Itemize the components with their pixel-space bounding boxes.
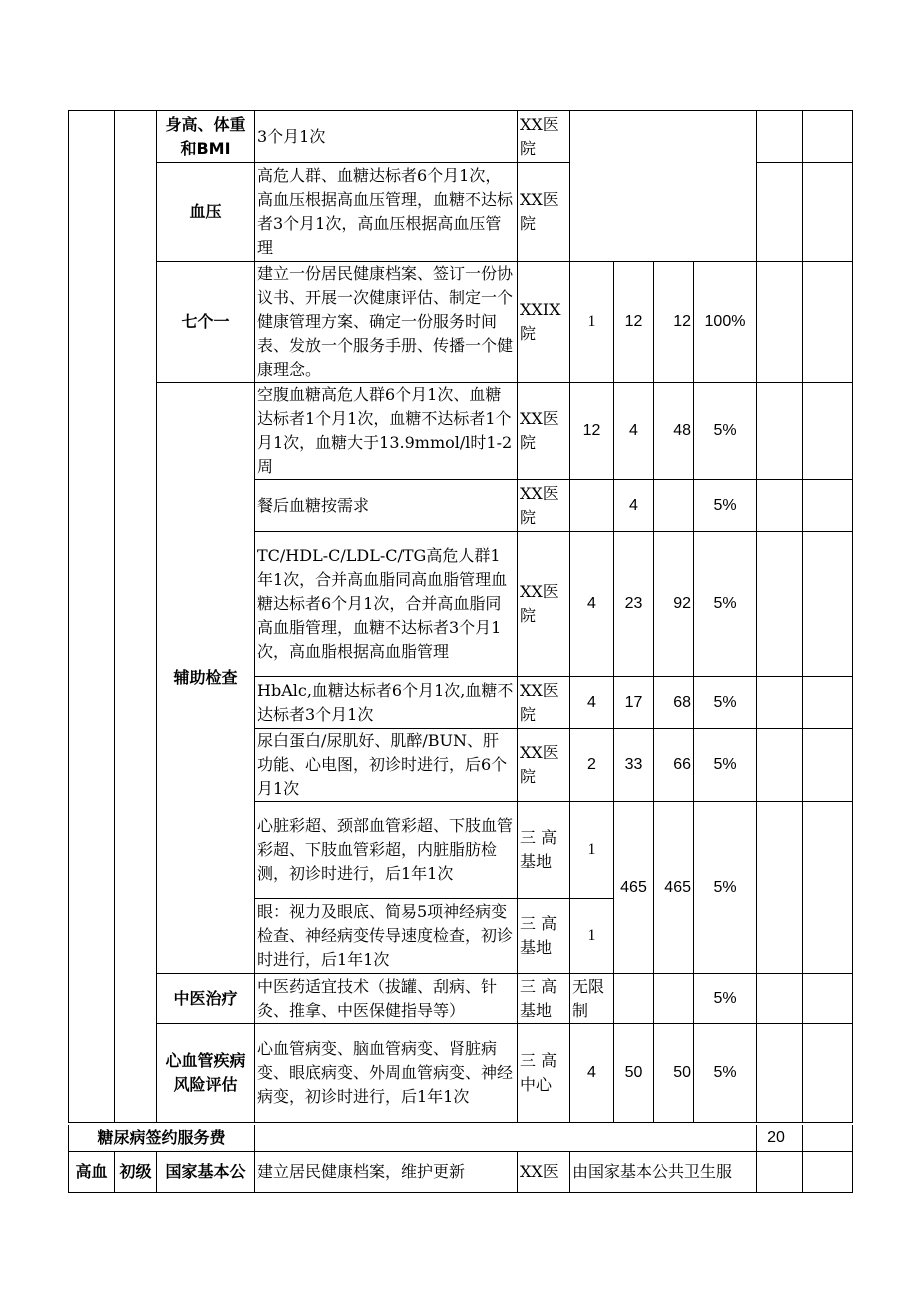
times-cell: 12 (570, 383, 614, 480)
empty-cell (757, 532, 803, 677)
org-cell: 三 高 中心 (518, 1024, 570, 1123)
total-cell (654, 480, 694, 532)
ratio-cell: 5% (694, 802, 757, 974)
times-cell: 1 (570, 262, 614, 383)
note-cell: 由国家基本公共卫生服 (570, 1151, 757, 1192)
empty-cell (757, 729, 803, 802)
level-cell (115, 111, 157, 1123)
empty-cell (803, 802, 853, 974)
empty-cell (803, 262, 853, 383)
total-cell: 68 (654, 677, 694, 729)
category-cell (69, 111, 115, 1123)
empty-cell (803, 480, 853, 532)
table-row (69, 974, 853, 1024)
htn-category: 高血 (69, 1151, 115, 1192)
condition-cell: 3个月1次 (255, 111, 518, 163)
empty-cell (803, 1125, 853, 1151)
times-cell: 4 (570, 532, 614, 677)
price-cell: 4 (614, 383, 654, 480)
empty-cell (803, 729, 853, 802)
table-row (69, 1125, 853, 1151)
org-cell: XX医 院 (518, 480, 570, 532)
table-row (69, 1151, 853, 1192)
condition-cell: 心血管病变、脑血管病变、肾脏病变、眼底病变、外周血管病变、神经病变，初诊时进行，后1年1次 (255, 1024, 518, 1123)
empty-cell (570, 111, 757, 262)
ratio-cell: 5% (694, 974, 757, 1024)
ratio-cell: 5% (694, 480, 757, 532)
item-tcm: 中医治疗 (157, 974, 255, 1024)
ratio-cell: 5% (694, 1024, 757, 1123)
price-cell: 465 (614, 802, 654, 974)
table-row (69, 111, 853, 163)
empty-cell (803, 974, 853, 1024)
empty-cell (757, 262, 803, 383)
total-cell: 12 (654, 262, 694, 383)
org-cell: XXIX 院 (518, 262, 570, 383)
total-cell (654, 974, 694, 1024)
empty-cell (255, 1125, 757, 1151)
condition-cell: TC/HDL-C/LDL-C/TG高危人群1年1次，合并高血脂同高血脂管理血糖达标者6个月1次，合并高血脂同高血脂管理，血糖不达标者3个月1次，高血脂根据高血脂管理 (255, 532, 518, 677)
org-cell: XX医 院 (518, 532, 570, 677)
empty-cell (757, 974, 803, 1024)
empty-cell (757, 1024, 803, 1123)
price-cell: 33 (614, 729, 654, 802)
empty-cell (757, 480, 803, 532)
table-row (69, 383, 853, 480)
condition-cell: 心脏彩超、颈部血管彩超、下肢血管彩超、下肢血管彩超，内脏脂肪检测，初诊时进行，后1年1次 (255, 802, 518, 899)
times-cell: 4 (570, 677, 614, 729)
condition-cell: 眼：视力及眼底、简易5项神经病变检查、神经病变传导速度检查，初诊时进行，后1年1次 (255, 899, 518, 974)
empty-cell (803, 532, 853, 677)
service-fee-table (68, 110, 853, 1123)
table-row (69, 262, 853, 383)
ratio-cell: 5% (694, 532, 757, 677)
org-cell: 三 高 基地 (518, 899, 570, 974)
times-cell: 无限 制 (570, 974, 614, 1024)
condition-cell: 建立居民健康档案，维护更新 (255, 1151, 518, 1192)
empty-cell (803, 111, 853, 163)
empty-cell (757, 1151, 803, 1192)
empty-cell (803, 1024, 853, 1123)
times-cell: 2 (570, 729, 614, 802)
times-cell: 4 (570, 1024, 614, 1123)
empty-cell (803, 677, 853, 729)
fee-table (68, 1125, 853, 1193)
item-seven-ones: 七个一 (157, 262, 255, 383)
org-cell: 三 高 基地 (518, 974, 570, 1024)
total-cell: 465 (654, 802, 694, 974)
org-cell: XX医 院 (518, 729, 570, 802)
price-cell: 4 (614, 480, 654, 532)
htn-level: 初级 (115, 1151, 157, 1192)
empty-cell (803, 1151, 853, 1192)
ratio-cell: 5% (694, 383, 757, 480)
times-cell (570, 480, 614, 532)
ratio-cell: 5% (694, 677, 757, 729)
times-cell: 1 (570, 899, 614, 974)
condition-cell: 尿白蛋白/尿肌好、肌醉/BUN、肝功能、心电图，初诊时进行，后6个月1次 (255, 729, 518, 802)
ratio-cell: 5% (694, 729, 757, 802)
condition-cell: 中医药适宜技术（拔罐、刮病、针灸、推拿、中医保健指导等） (255, 974, 518, 1024)
empty-cell (803, 383, 853, 480)
price-cell (614, 974, 654, 1024)
total-cell: 92 (654, 532, 694, 677)
org-cell: XX医 (518, 1151, 570, 1192)
condition-cell: 建立一份居民健康档案、签订一份协议书、开展一次健康评估、制定一个健康管理方案、确定一份服务时间表、发放一个服务手册、传播一个健康理念。 (255, 262, 518, 383)
table-row (69, 1024, 853, 1123)
total-cell: 50 (654, 1024, 694, 1123)
fee-label: 糖尿病签约服务费 (69, 1125, 255, 1151)
price-cell: 50 (614, 1024, 654, 1123)
org-cell: XX医 院 (518, 111, 570, 163)
empty-cell (757, 163, 803, 262)
item-aux-exam: 辅助检查 (157, 383, 255, 974)
price-cell: 12 (614, 262, 654, 383)
condition-cell: HbAlc,血糖达标者6个月1次,血糖不达标者3个月1次 (255, 677, 518, 729)
total-cell: 48 (654, 383, 694, 480)
price-cell: 17 (614, 677, 654, 729)
org-cell: XX医 院 (518, 163, 570, 262)
item-cvd-risk: 心血管疾病风险评估 (157, 1024, 255, 1123)
fee-value: 20 (757, 1125, 803, 1151)
condition-cell: 空腹血糖高危人群6个月1次、血糖达标者1个月1次，血糖不达标者1个月1次，血糖大于13.9mmol/l时1-2周 (255, 383, 518, 480)
empty-cell (757, 111, 803, 163)
empty-cell (757, 677, 803, 729)
condition-cell: 高危人群、血糖达标者6个月1次，高血压根据高血压管理，血糖不达标者3个月1次，高血压根据高血压管理 (255, 163, 518, 262)
empty-cell (803, 163, 853, 262)
org-cell: XX医 院 (518, 383, 570, 480)
empty-cell (757, 383, 803, 480)
org-cell: 三 高 基地 (518, 802, 570, 899)
total-cell: 66 (654, 729, 694, 802)
item-blood-pressure: 血压 (157, 163, 255, 262)
condition-cell: 餐后血糖按需求 (255, 480, 518, 532)
price-cell: 23 (614, 532, 654, 677)
org-cell: XX医 院 (518, 677, 570, 729)
times-cell: 1 (570, 802, 614, 899)
ratio-cell: 100% (694, 262, 757, 383)
item-height-weight: 身高、体重和BMI (157, 111, 255, 163)
empty-cell (757, 802, 803, 974)
htn-item: 国家基本公 (157, 1151, 255, 1192)
